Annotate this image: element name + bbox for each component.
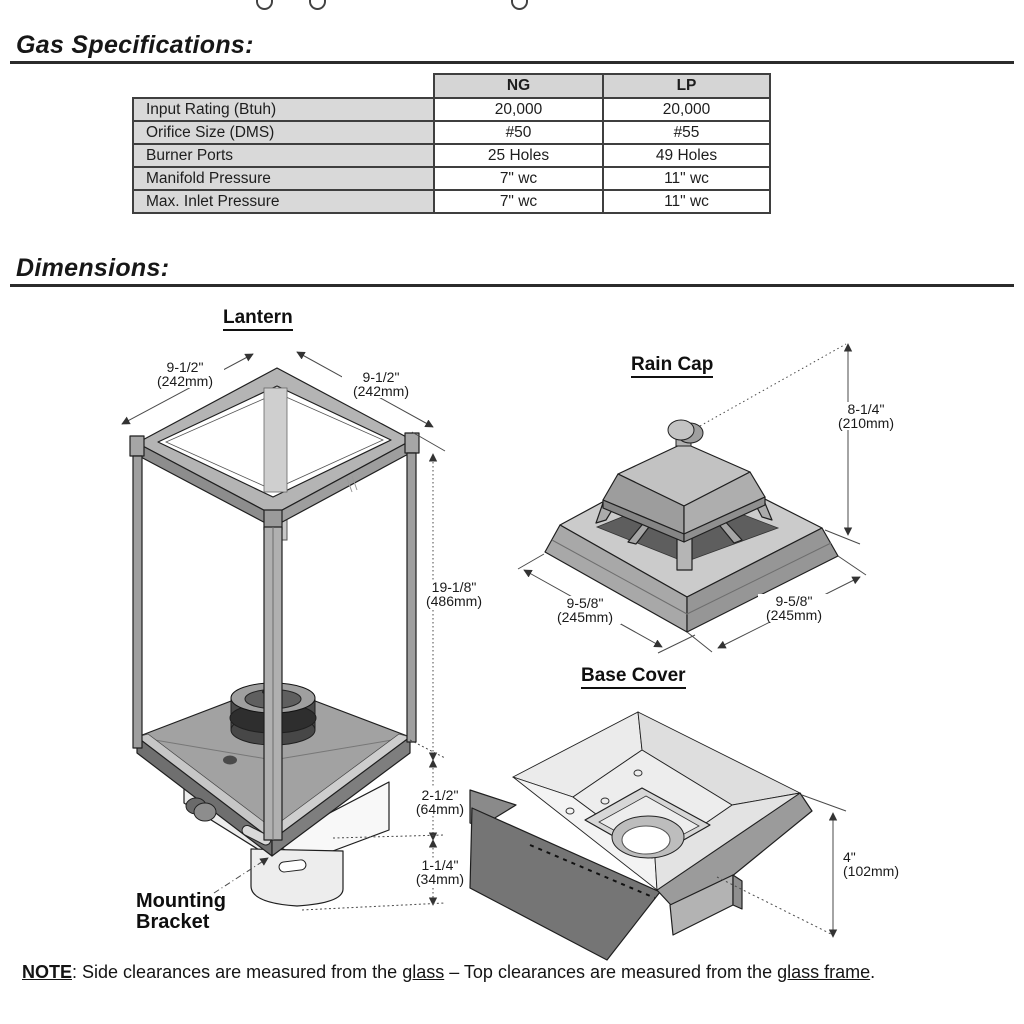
ng-value: #50: [434, 121, 603, 144]
heading-rule: [10, 61, 1014, 64]
cropped-text-remnant: [511, 0, 528, 10]
heading-rule: [10, 284, 1014, 287]
mounting-bracket-label: Mounting Bracket: [136, 890, 226, 933]
note-glass: glass: [402, 962, 445, 982]
ng-value: 25 Holes: [434, 144, 603, 167]
lp-value: 11" wc: [603, 167, 770, 190]
row-label: Input Rating (Btuh): [133, 98, 434, 121]
lp-value: 49 Holes: [603, 144, 770, 167]
ng-value: 7" wc: [434, 167, 603, 190]
lp-value: #55: [603, 121, 770, 144]
lantern-width-right-dim: 9-1/2" (242mm): [342, 370, 420, 398]
rain-cap-knob: [668, 420, 703, 446]
base-cover-drawing: [470, 655, 930, 975]
table-row: [133, 98, 770, 121]
gas-spec-table: [132, 73, 771, 214]
lp-value: 11" wc: [603, 190, 770, 213]
column-header-ng: NG: [434, 74, 603, 98]
note-glass-frame: glass frame: [777, 962, 871, 982]
lantern-base-depth-dim: 2-1/2" (64mm): [407, 788, 473, 816]
cropped-text-remnant: [309, 0, 326, 10]
base-cover-height-dim: 4" (102mm): [843, 849, 900, 879]
table-row: [133, 144, 770, 167]
cropped-text-remnant: [256, 0, 273, 10]
table-row: [133, 167, 770, 190]
ng-value: 7" wc: [434, 190, 603, 213]
column-header-lp: LP: [603, 74, 770, 98]
note-label: NOTE: [22, 962, 73, 982]
table-row: [133, 121, 770, 144]
table-header-row: [133, 74, 770, 98]
lantern-height-dim: 19-1/8" (486mm): [419, 580, 489, 608]
rain-cap-width-right-dim: 9-5/8" (245mm): [758, 594, 830, 622]
gas-specifications-heading: Gas Specifications:: [16, 31, 254, 59]
lantern-title: Lantern: [223, 307, 293, 331]
table-row: [133, 190, 770, 213]
row-label: Orifice Size (DMS): [133, 121, 434, 144]
row-label: Manifold Pressure: [133, 167, 434, 190]
row-label: Burner Ports: [133, 144, 434, 167]
lantern-bracket-depth-dim: 1-1/4" (34mm): [407, 858, 473, 886]
ng-value: 20,000: [434, 98, 603, 121]
rain-cap-height-dim: 8-1/4" (210mm): [831, 402, 901, 430]
row-label: Max. Inlet Pressure: [133, 190, 434, 213]
lp-value: 20,000: [603, 98, 770, 121]
clearance-note: NOTE: Side clearances are measured from the glass – Top clearances are measured from the glass frame.: [22, 962, 876, 982]
rain-cap-title: Rain Cap: [631, 354, 713, 378]
base-cover-title: Base Cover: [581, 665, 686, 689]
lantern-width-left-dim: 9-1/2" (242mm): [146, 360, 224, 388]
dimensions-heading: Dimensions:: [16, 254, 170, 282]
lantern-drawing: [55, 330, 455, 930]
table-corner-cell: [133, 74, 434, 98]
rain-cap-width-left-dim: 9-5/8" (245mm): [549, 596, 621, 624]
